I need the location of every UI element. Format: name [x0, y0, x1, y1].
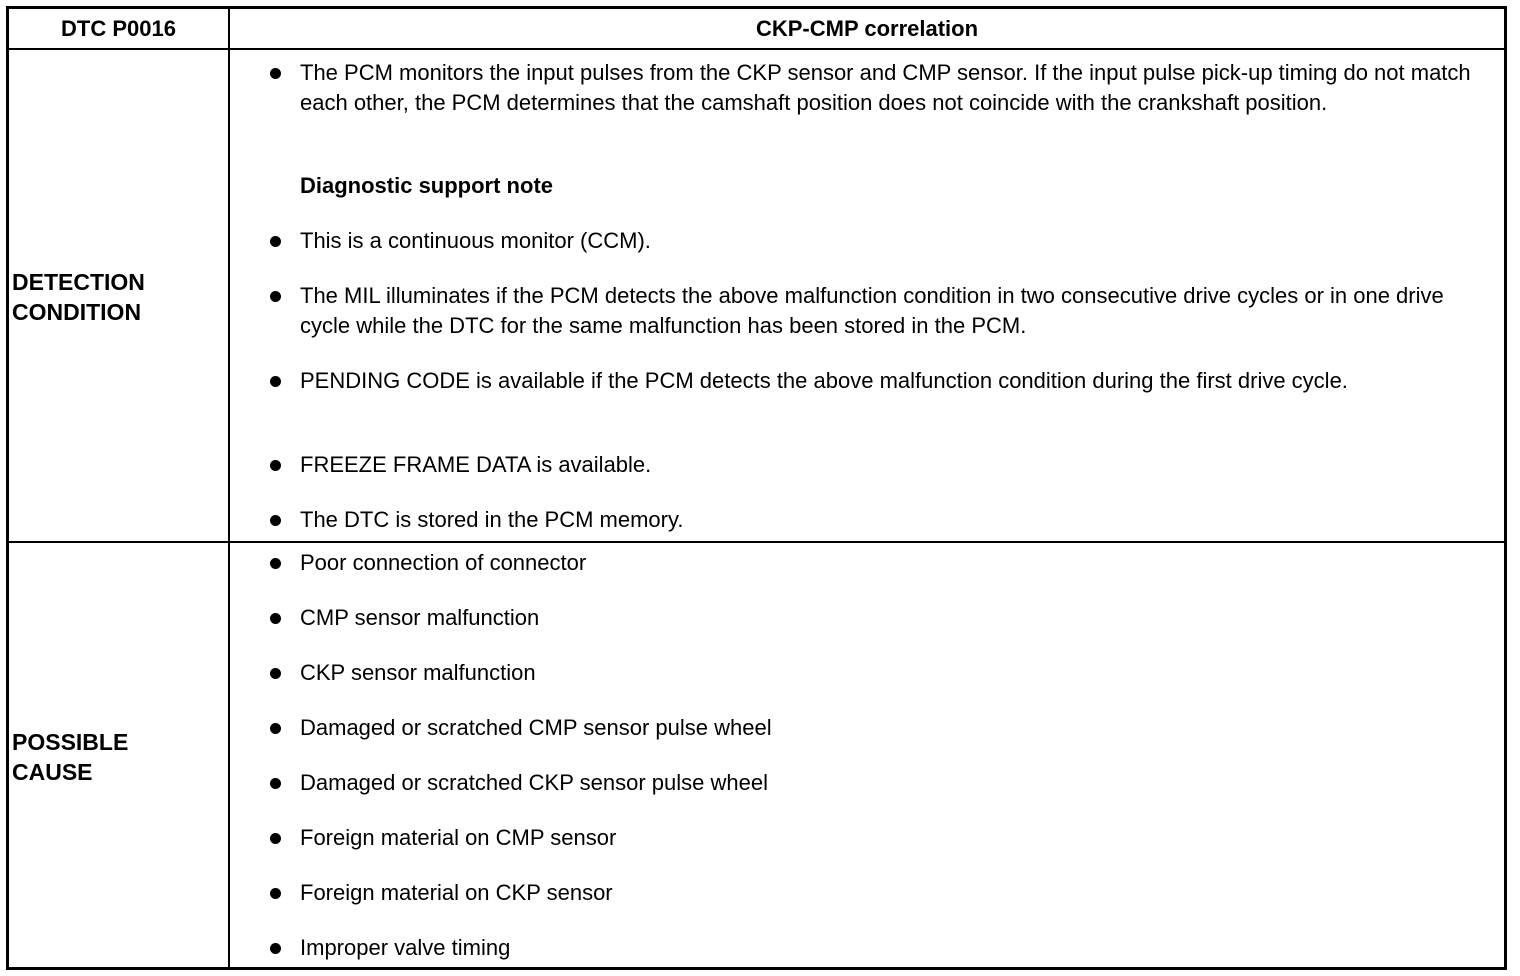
cause-item: CKP sensor malfunction	[300, 660, 536, 685]
detection-item: This is a continuous monitor (CCM).	[300, 228, 651, 253]
detection-item: The PCM monitors the input pulses from the CKP sensor and CMP sensor. If the input pulse pick-up timing do not match each other, the PCM determines that the camshaft position does not coincide with the crankshaft position.	[300, 60, 1471, 115]
bullet-icon	[270, 888, 281, 899]
diagnostic-support-note-heading: Diagnostic support note	[300, 173, 553, 198]
bullet-icon	[270, 833, 281, 844]
header-divider	[9, 48, 1504, 50]
cause-item: CMP sensor malfunction	[300, 605, 540, 630]
bullet-icon	[270, 558, 281, 569]
bullet-icon	[270, 291, 281, 302]
detection-condition-label: DETECTION CONDITION	[12, 269, 145, 325]
cause-item: Foreign material on CMP sensor	[300, 825, 617, 850]
cause-item: Foreign material on CKP sensor	[300, 880, 613, 905]
row-divider	[9, 541, 1504, 543]
detection-item: FREEZE FRAME DATA is available.	[300, 452, 652, 477]
cause-item: Damaged or scratched CKP sensor pulse wheel	[300, 770, 768, 795]
detection-item: The DTC is stored in the PCM memory.	[300, 507, 684, 532]
detection-item: The MIL illuminates if the PCM detects the above malfunction condition in two consecutive drive cycles or in one drive cycle while the DTC for the same malfunction has been stored in the PCM.	[300, 283, 1444, 338]
dtc-title: CKP-CMP correlation	[755, 15, 979, 41]
bullet-icon	[270, 515, 281, 526]
bullet-icon	[270, 723, 281, 734]
dtc-code: DTC P0016	[61, 15, 176, 41]
bullet-icon	[270, 236, 281, 247]
cause-item: Poor connection of connector	[300, 550, 587, 575]
bullet-icon	[270, 68, 281, 79]
detection-item: PENDING CODE is available if the PCM detects the above malfunction condition during the first drive cycle.	[300, 368, 1348, 393]
bullet-icon	[270, 460, 281, 471]
cause-item: Improper valve timing	[300, 935, 511, 960]
bullet-icon	[270, 668, 281, 679]
cause-item: Damaged or scratched CMP sensor pulse wheel	[300, 715, 772, 740]
bullet-icon	[270, 376, 281, 387]
bullet-icon	[270, 778, 281, 789]
bullet-icon	[270, 943, 281, 954]
bullet-icon	[270, 613, 281, 624]
possible-cause-label: POSSIBLE CAUSE	[12, 729, 129, 785]
column-divider	[228, 9, 230, 967]
